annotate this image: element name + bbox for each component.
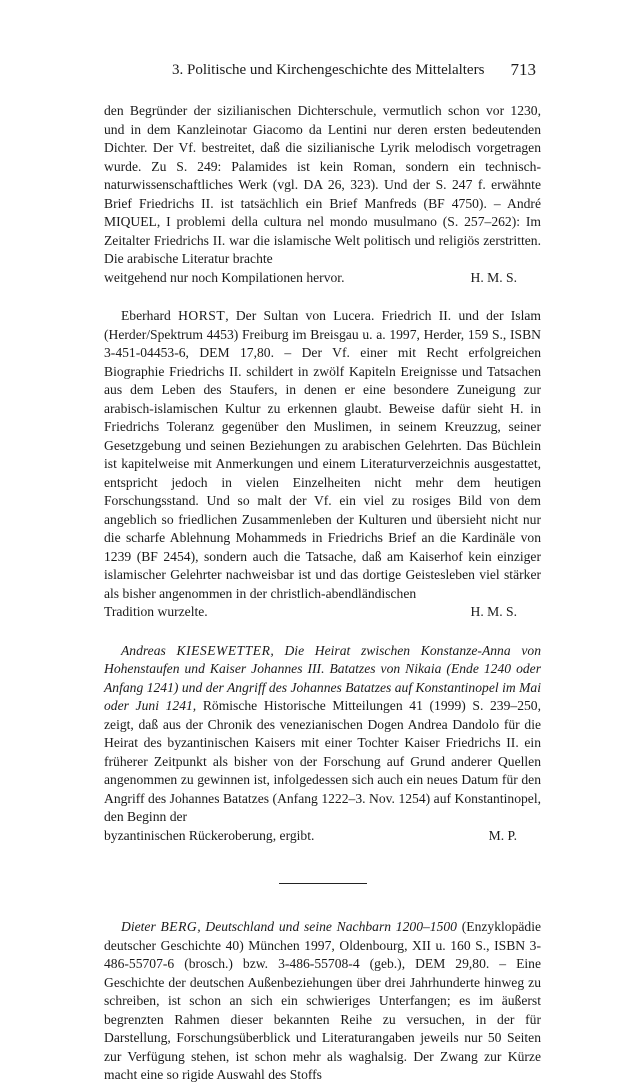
entry-text-end: weitgehend nur noch Kompilationen hervor.: [104, 269, 345, 285]
entry-last-line: [104, 603, 541, 622]
reviewer-signature: H. M. S.: [470, 604, 517, 619]
entry-text-end: Tradition wurzelte.: [104, 604, 208, 619]
page-body: [104, 102, 541, 1085]
review-entry-continuation: [104, 102, 541, 287]
author-last-name: HORST: [178, 308, 226, 323]
reviewer-signature: M. P.: [488, 827, 517, 843]
entry-last-line: [104, 269, 541, 288]
book-title: , Deutschland und seine Nachbarn 1200–1500: [197, 919, 457, 934]
reviewer-signature: H. M. S.: [470, 269, 517, 285]
entry-body: , Der Sultan von Lucera. Friedrich II. und der Islam (Herder/Spektrum 4453) Freiburg im Breisgau u. a. 1997, Herder, 159 S., ISBN 3-451-04453-6, DEM 17,80. – Der Vf. einer mit Recht erfolgreichen Biographie Friedrichs II. schildert in zwölf Kapiteln Ereignisse und Tatsachen aus dem Leben des Staufers, in denen er eine besondere Zuneigung zur arabisch-islamischen Kultur zu erkennen glaubt. Beweise dafür sieht H. in Friedrichs Toleranz gegenüber den Muslimen, in seinem Kreuzzug, seiner Gesetzgebung und seinen Beziehungen zu arabischen Gelehrten. Das Büchlein ist kapitelweise mit Anmerkungen und einem Literaturverzeichnis ausgestattet, entspricht jedoch in vielen Einzelheiten nicht mehr dem heutigen Forschungsstand. Und so malt der Vf. ein viel zu rosiges Bild von dem angeblich so friedlichen Zusammenleben der Kulturen und übersieht nicht nur die scharfe Ablehnung Mohammeds in Friedrichs Brief an die Kardinäle von 1239 (BF 2454), sondern auch die Tatsache, daß am Kaiserhof kein einziger islamischer Gelehrter nachweisbar ist und das dortige Geistesleben viel stärker als bisher angenommen in der christlich-abendländischen: [104, 308, 541, 601]
entry-body: (Enzyklopädie deutscher Geschichte 40) München 1997, Oldenbourg, XII u. 160 S., ISBN 3-486-55707-6 (brosch.) bzw. 3-486-55708-4 (geb.), DEM 29,80. – Eine Geschichte der deutschen Außenbeziehungen über drei Jahrhunderte hinweg zu schreiben, ist schon an sich ein schwieriges Unterfangen; es im äußerst begrenzten Rahmen dieser bekannten Reihe zu versuchen, in der für Darstellung, Forschungsüberblick und Literaturangaben jeweils nur 50 Seiten zur Verfügung stehen, ist schon mehr als waghalsig. Der Zwang zur Kürze macht eine so rigide Auswahl des Stoffs: [104, 919, 542, 1082]
author-last-name: BERG: [160, 919, 198, 934]
entry-body: Römische Historische Mitteilungen 41 (1999) S. 239–250, zeigt, daß aus der Chronik des venezianischen Dogen Andrea Dandolo für die Heirat des byzantinischen Kaisers mit einer Tochter Kaiser Friedrichs II. ein früherer Zeitpunkt als bisher von der Forschung auf Grund anderer Quellen angenommen zu gewinnen ist, infolgedessen sich auch ein neues Datum für den Angriff des Johannes Batatzes (Anfang 1222–3. Nov. 1254) auf Konstantinopel, den Beginn der: [104, 698, 541, 824]
author-first-name: Andreas: [121, 642, 166, 658]
review-entry-kiesewetter: [104, 642, 541, 846]
author-first-name: Dieter: [121, 919, 156, 934]
entry-text: den Begründer der sizilianischen Dichterschule, vermutlich schon vor 1230, und in dem Kanzleinotar Giacomo da Lentini nur deren ersten bedeutenden Dichter. Der Vf. bestreitet, daß die sizilianische Lyrik melodisch vorgetragen wurde. Zu S. 249: Palamides ist kein Roman, sondern ein technisch-naturwissenschaftliches Werk (vgl. DA 26, 323). Und der S. 247 f. erwähnte Brief Friedrichs II. ist tatsächlich ein Brief Manfreds (BF 4750). – André MIQUEL, I problemi della cultura nel mondo musulmano (S. 257–262): Im Zeitalter Friedrichs II. war die islamische Welt politisch und religiös zerstritten. Die arabische Literatur brachte: [104, 103, 541, 266]
entry-text: [104, 642, 541, 827]
article-title: , Die Heirat zwischen Konstanze-Anna von Hohenstaufen und Kaiser Johannes III. Batatzes von Nikaia (Ende 1240 oder Anfang 1241) und der Angriff des Johannes Batatzes auf Konstantinopel im Mai oder Juni 1241,: [104, 642, 541, 713]
entry-text-end: byzantinischen Rückeroberung, ergibt.: [104, 827, 315, 843]
entry-text: [104, 918, 541, 1085]
review-entry-horst: [104, 307, 541, 622]
entry-last-line: [104, 827, 541, 846]
review-entry-berg: [104, 918, 541, 1085]
running-title: 3. Politische und Kirchengeschichte des Mittelalters: [172, 62, 485, 78]
entry-text: [104, 307, 541, 603]
section-divider: [279, 883, 367, 884]
page-number: 713: [510, 60, 536, 79]
author-last-name: KIESEWETTER: [176, 642, 271, 658]
author-first-name: Eberhard: [121, 308, 171, 323]
page-header: [104, 60, 536, 82]
